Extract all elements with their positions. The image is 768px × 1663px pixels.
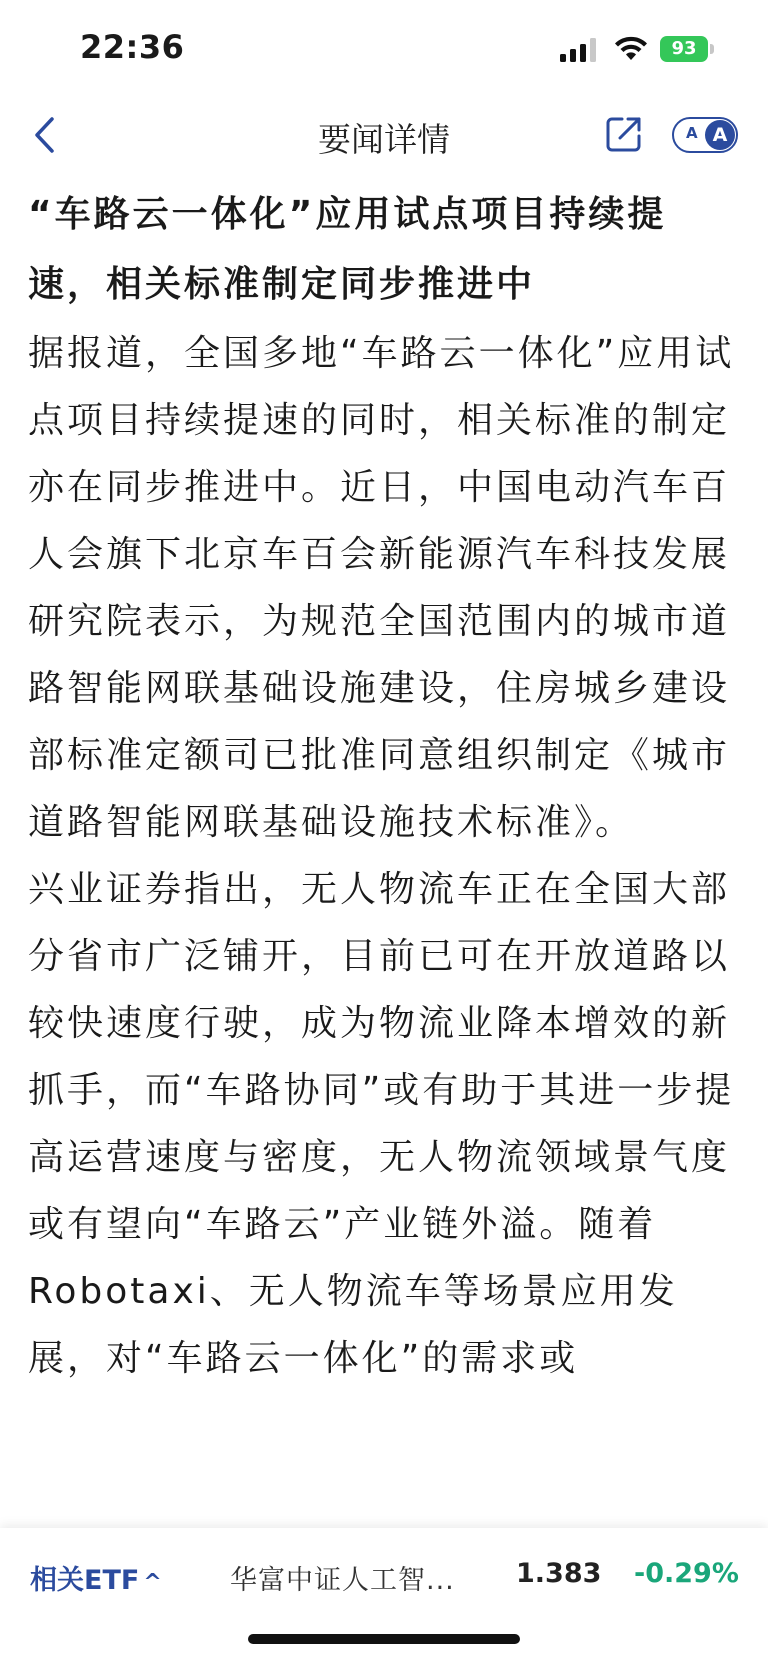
battery-charging-icon: [660, 36, 712, 62]
etf-change: -0.29%: [634, 1558, 739, 1589]
article-title: “车路云一体化”应用试点项目持续提速，相关标准制定同步推进中: [28, 194, 667, 305]
wifi-icon: [614, 36, 648, 62]
article: [28, 180, 740, 1392]
chevron-up-icon: ^: [143, 1570, 162, 1595]
etf-name[interactable]: 华富中证人工智...: [230, 1565, 455, 1596]
status-time: 22:36: [80, 28, 185, 66]
status-bar: [0, 0, 768, 100]
related-etf-toggle[interactable]: [30, 1558, 162, 1597]
related-etf-label: 相关ETF: [30, 1565, 140, 1596]
font-large-label: A: [705, 120, 735, 150]
home-indicator[interactable]: [248, 1634, 520, 1644]
related-etf-bar: [0, 1528, 768, 1663]
font-size-toggle-icon[interactable]: [672, 117, 738, 153]
battery-tip: [710, 44, 714, 54]
cellular-signal-icon: [560, 38, 600, 62]
page-title: 要闻详情: [318, 120, 450, 159]
etf-price: 1.383: [516, 1558, 602, 1589]
article-body: [28, 320, 740, 1392]
article-paragraph: 据报道，全国多地“车路云一体化”应用试点项目持续提速的同时，相关标准的制定亦在同步推进中。近日，中国电动汽车百人会旗下北京车百会新能源汽车科技发展研究院表示，为规范全国范围内的城市道路智能网联基础设施建设，住房城乡建设部标准定额司已批准同意组织制定《城市道路智能网联基础设施技术标准》。: [28, 333, 735, 843]
share-icon[interactable]: [602, 112, 646, 156]
battery-level: 93: [660, 36, 708, 62]
article-paragraph: 兴业证券指出，无人物流车正在全国大部分省市广泛铺开，目前已可在开放道路以较快速度行驶，成为物流业降本增效的新抓手，而“车路协同”或有助于其进一步提高运营速度与密度，无人物流领域景气度或有望向“车路云”产业链外溢。随着Robotaxi、无人物流车等场景应用发展，对“车路云一体化”的需求或: [28, 869, 735, 1379]
font-small-label: A: [686, 124, 698, 142]
nav-bar: [0, 100, 768, 170]
